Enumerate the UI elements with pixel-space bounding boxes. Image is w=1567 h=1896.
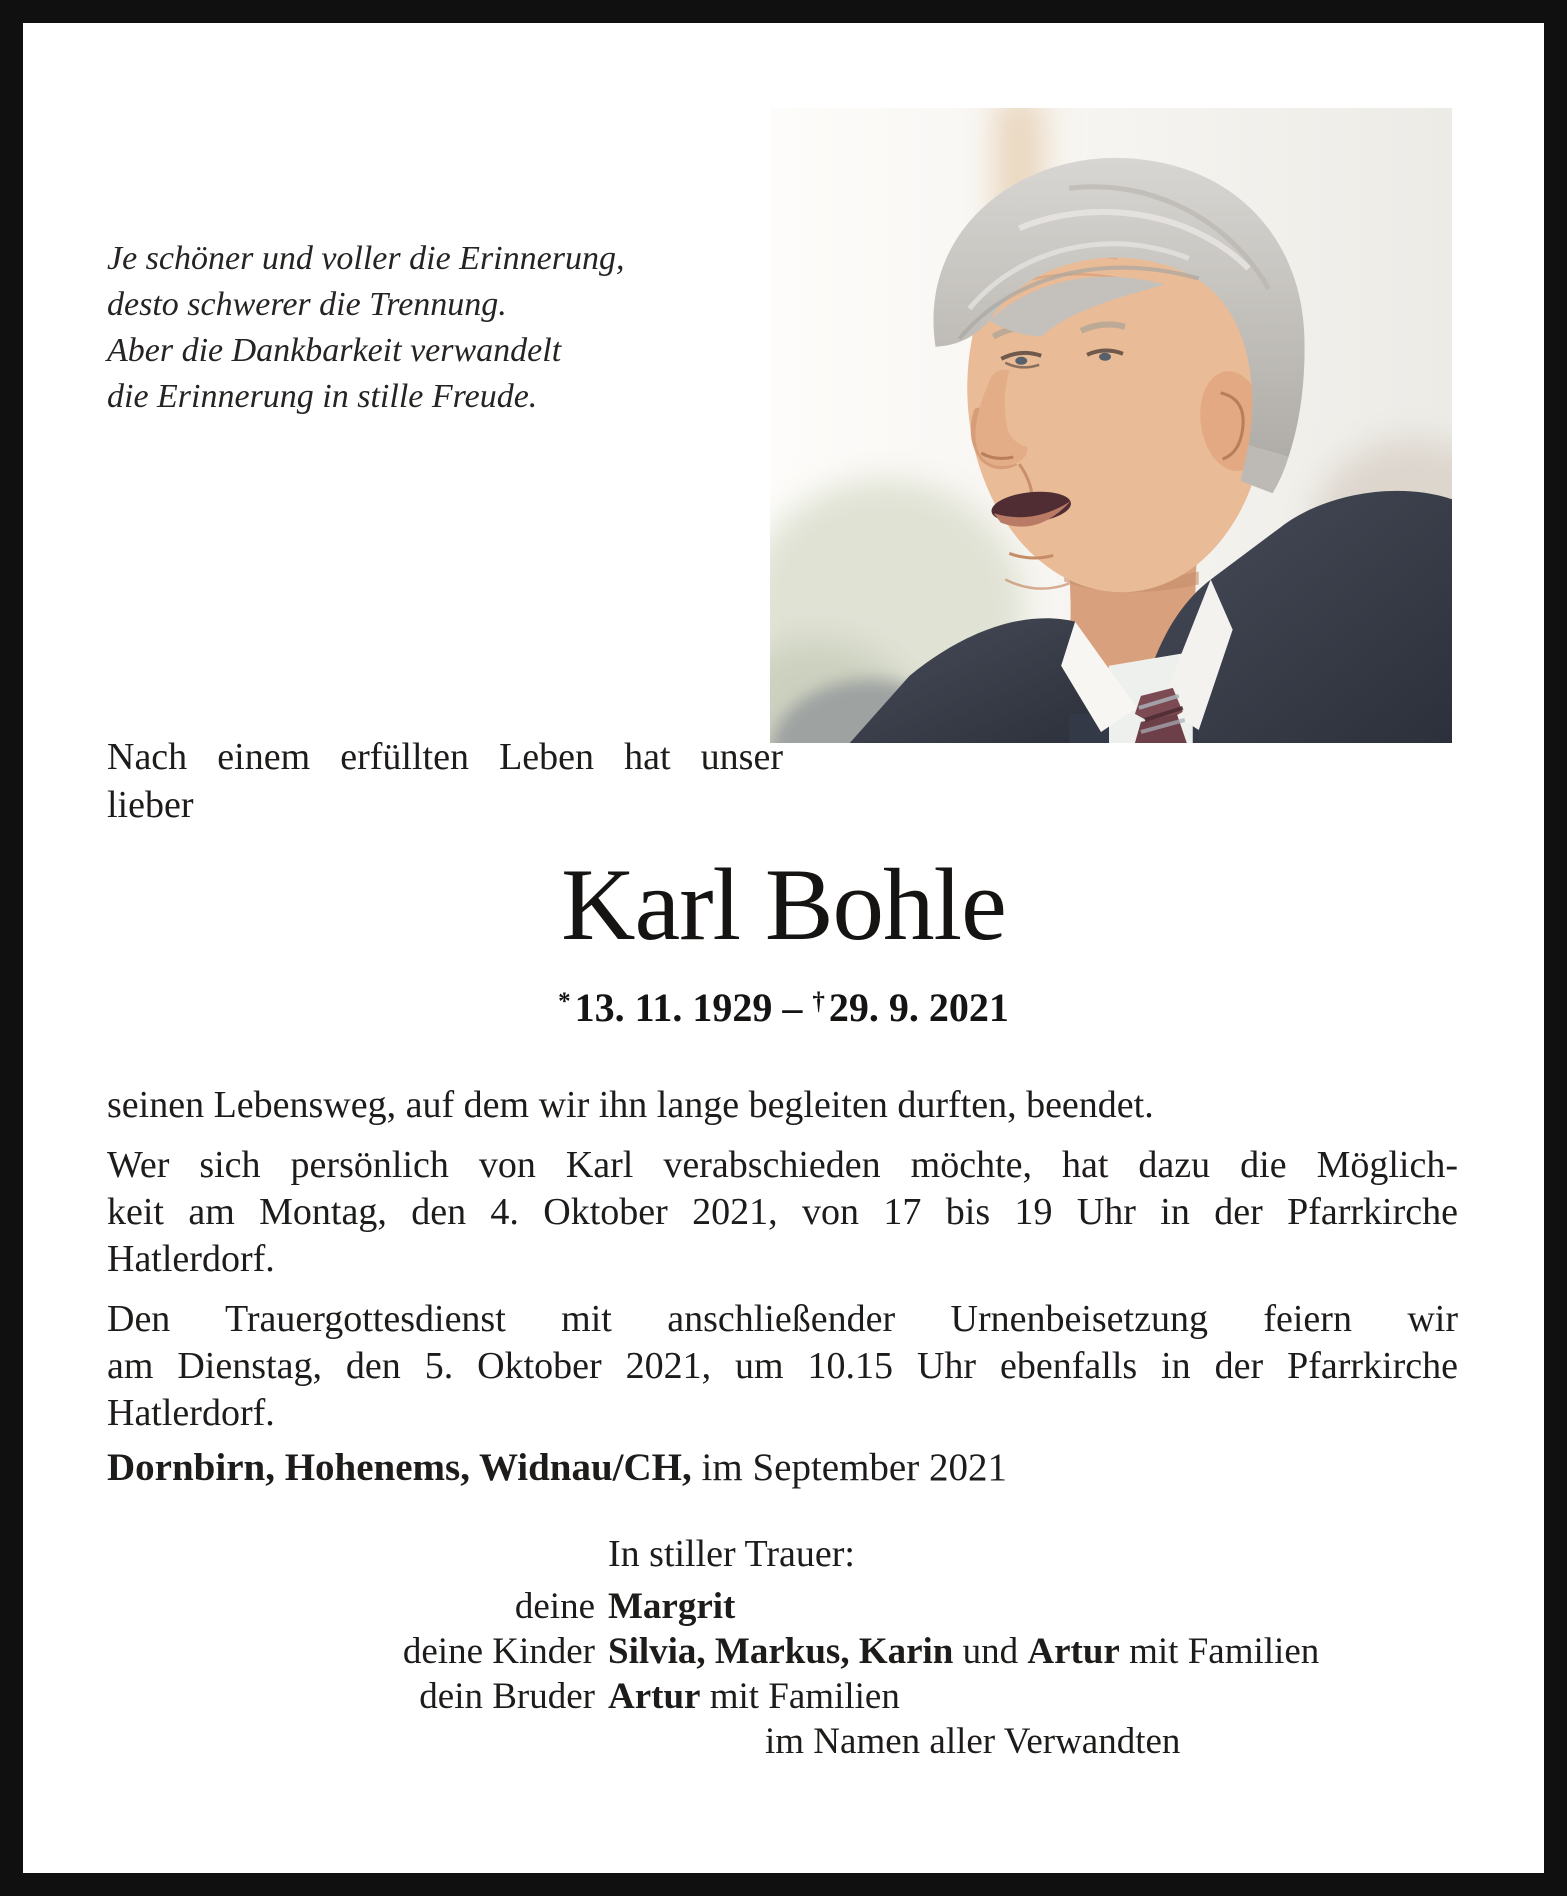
mourner-label: [107, 1719, 595, 1764]
mourner-label: dein Bruder: [419, 1676, 595, 1717]
body-line: Hatlerdorf.: [107, 1392, 275, 1434]
mourner-row: [107, 1629, 1467, 1674]
mourner-row: [107, 1719, 1467, 1764]
mourner-names: Silvia, Markus, Karin und Artur mit Familien: [608, 1631, 1320, 1672]
mourner-names: im Namen aller Verwandten: [765, 1721, 1181, 1762]
body-line: Hatlerdorf.: [107, 1238, 275, 1280]
mourner-names: Artur mit Familien: [608, 1676, 900, 1717]
birth-date: 13. 11. 1929: [574, 985, 773, 1030]
mourner-row: [107, 1674, 1467, 1719]
body-line: seinen Lebensweg, auf dem wir ihn lange begleiten durften, beendet.: [107, 1084, 1154, 1126]
paragraph: [107, 1142, 1458, 1283]
birth-symbol: *: [558, 988, 571, 1015]
death-symbol: †: [812, 988, 825, 1015]
announcement-text: [107, 1082, 1458, 1437]
portrait-photo: [770, 108, 1452, 743]
mourning-header: In stiller Trauer:: [608, 1533, 855, 1575]
dates-separator: –: [782, 985, 803, 1030]
body-line: Den Trauergottesdienst mit anschließender Urnenbeisetzung feiern wir: [107, 1298, 1458, 1340]
place-date-line: [107, 1444, 1458, 1492]
quote-line: die Erinnerung in stille Freude.: [107, 378, 538, 415]
intro-line: Nach einem erfüllten Leben hat unser: [107, 736, 783, 778]
mourner-row: [107, 1584, 1467, 1629]
body-line: am Dienstag, den 5. Oktober 2021, um 10.15 Uhr ebenfalls in der Pfarrkirche: [107, 1345, 1458, 1387]
introduction: [107, 733, 783, 829]
quote-line: Aber die Dankbarkeit verwandelt: [107, 332, 562, 369]
body-line: Wer sich persönlich von Karl verabschieden möchte, hat dazu die Möglich-: [107, 1144, 1458, 1186]
paragraph: [107, 1082, 1458, 1129]
mourner-label: deine Kinder: [402, 1631, 595, 1672]
quote-line: desto schwerer die Trennung.: [107, 286, 507, 323]
intro-line: lieber: [107, 784, 194, 826]
mourner-names: Margrit: [608, 1586, 736, 1627]
paragraph: [107, 1296, 1458, 1437]
mourner-label: deine: [514, 1586, 595, 1627]
deceased-name: Karl Bohle: [561, 848, 1006, 962]
mourners-list: [107, 1584, 1467, 1764]
places: Dornbirn, Hohenems, Widnau/CH,: [107, 1446, 692, 1489]
death-date: 29. 9. 2021: [828, 985, 1009, 1030]
memorial-quote: [107, 236, 707, 420]
body-line: keit am Montag, den 4. Oktober 2021, von 17 bis 19 Uhr in der Pfarrkirche: [107, 1191, 1458, 1233]
quote-line: Je schöner und voller die Erinnerung,: [107, 240, 625, 277]
month: im September 2021: [691, 1446, 1007, 1489]
life-dates: [0, 984, 1567, 1031]
